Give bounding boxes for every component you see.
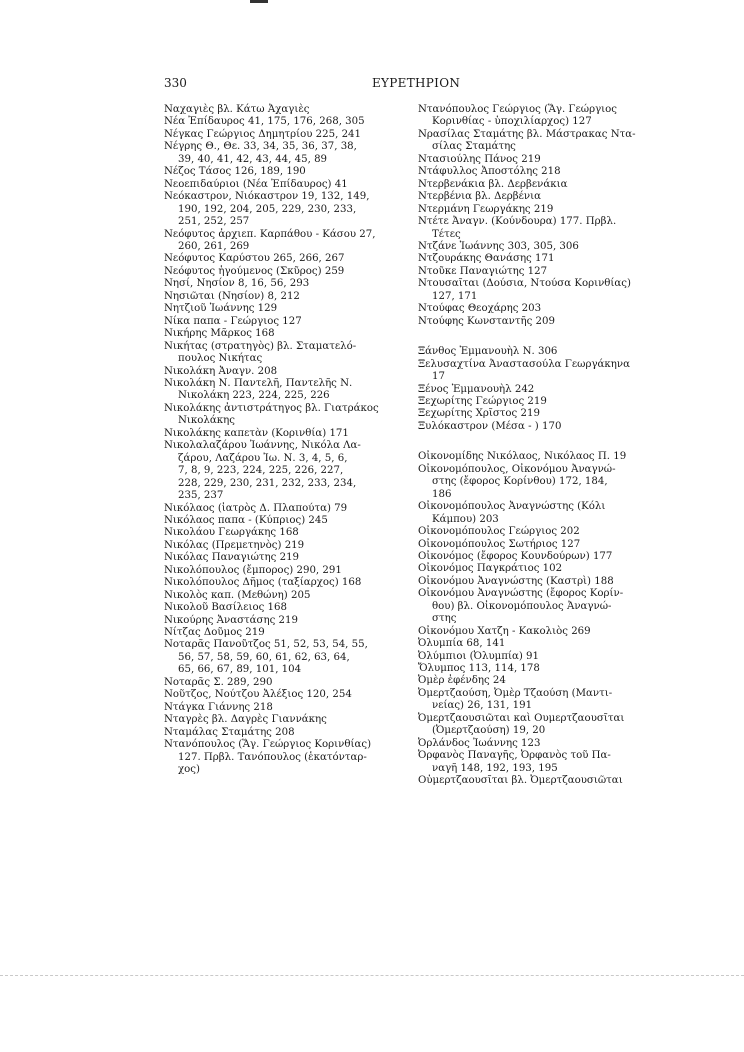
index-entry-line: Νικόλας (Πρεμετηνὸς) 219 [164, 539, 305, 551]
index-column-left [164, 104, 426, 776]
index-entry-line: ζάρου, Λαζάρου Ἰω. Ν. 3, 4, 5, 6, [178, 452, 348, 464]
index-entry-line: θου) βλ. Οἰκονομόπουλος Ἀναγνώ- [432, 600, 612, 612]
index-entry-line: Ντανόπουλος Γεώργιος (Ἅγ. Γεώργιος [418, 104, 617, 115]
index-entry-line: Ξυλόκαστρον (Μέσα - ) 170 [418, 420, 562, 432]
index-entry [164, 627, 426, 639]
index-entry [418, 241, 676, 253]
index-entry-line: Νικήρης Μᾶρκος 168 [164, 328, 275, 340]
index-entry-line: Ντάγκα Γιάννης 218 [164, 701, 273, 713]
index-entry-line: Ντοῦκε Παναγιώτης 127 [418, 265, 548, 277]
index-entry-line: Νικήτας (στρατηγὸς) βλ. Σταματελό- [164, 340, 357, 352]
index-entry-line: Ντανόπουλος (Ἅγ. Γεώργιος Κορινθίας) [164, 739, 372, 751]
index-entry-line: Νησιῶται (Νησίον) 8, 212 [164, 290, 300, 302]
index-entry-line: Οἰκονόμος (ἔφορος Κουνδούρων) 177 [418, 550, 613, 562]
index-entry [164, 565, 426, 577]
index-entry [418, 166, 676, 178]
scan-mark [250, 0, 268, 3]
index-entry-line: Νικόλαος (ἰατρὸς Δ. Πλαπούτα) 79 [164, 502, 348, 514]
index-entry-line: Ὀρλάνδος Ἰωάννης 123 [418, 737, 541, 749]
index-entry-line: Ντέτε Ἀναγν. (Κούνδουρα) 177. Πρβλ. [418, 216, 617, 228]
index-entry-line: Ντζάνε Ἰωάννης 303, 305, 306 [418, 240, 579, 252]
index-entry-line: Νεοεπιδαύριοι (Νέα Ἐπίδαυρος) 41 [164, 178, 348, 190]
index-entry [164, 727, 426, 739]
index-entry-line: Ξάνθος Ἐμμανουὴλ Ν. 306 [418, 346, 558, 358]
index-entry [418, 179, 676, 191]
index-entry-line: Νεόκαστρον, Νιόκαστρον 19, 132, 149, [164, 191, 370, 203]
index-entry-line: Νικόλας Παναγιώτης 219 [164, 552, 300, 564]
index-entry-line: Νταγρὲς βλ. Δαγρὲς Γιαννάκης [164, 714, 327, 726]
index-entry [164, 104, 426, 116]
index-entry [164, 577, 426, 589]
index-entry [164, 191, 426, 228]
index-entry [418, 526, 676, 538]
index-entry [418, 408, 676, 420]
index-entry-line: Ὀμερτζαουσιῶται καὶ Ουμερτζαουσῖται [418, 712, 625, 724]
index-entry-line: Ντουσαῖται (Δούσια, Ντούσα Κορινθίας) [418, 278, 631, 290]
running-head: ΕΥΡΕΤΗΡΙΟΝ [372, 76, 461, 90]
index-entry-line: Ντερβένια βλ. Δερβένια [418, 191, 541, 203]
index-entry [418, 278, 676, 303]
index-entry-line: 56, 57, 58, 59, 60, 61, 62, 63, 64, [178, 651, 350, 663]
index-entry-line: Νικούρης Ἀναστάσης 219 [164, 614, 298, 626]
page-number: 330 [164, 76, 187, 90]
index-entry [418, 539, 676, 551]
index-entry [418, 154, 676, 166]
index-entry [418, 129, 676, 154]
index-entry-line: Οἰκονομίδης Νικόλαος, Νικόλαος Π. 19 [418, 451, 627, 463]
index-entry-line: 17 [432, 371, 445, 383]
index-entry-line: σίλας Σταμάτης [432, 141, 516, 153]
index-entry-line: Νικολὸς καπ. (Μεθώνη) 205 [164, 589, 311, 601]
index-entry-line: Ὀμερτζαούση, Ὀμὲρ Τζαούση (Μαντι- [418, 687, 613, 699]
scan-artifact-line [0, 975, 744, 977]
index-entry-line: Οἰκονόμος Παγκράτιος 102 [418, 563, 563, 575]
index-entry [418, 104, 676, 129]
index-entry-line: Νοταρᾶς Πανοῦτζος 51, 52, 53, 54, 55, [164, 639, 368, 651]
index-entry-line: Οἰκονόμου Ἀναγνώστης (Καστρὶ) 188 [418, 575, 614, 587]
index-entry-line: Ξεχωρίτης Χρῖστος 219 [418, 408, 540, 420]
index-entry [418, 688, 676, 713]
index-entry [164, 378, 426, 403]
index-entry-line: Νικολοῦ Βασίλειος 168 [164, 602, 287, 614]
index-entry [418, 464, 676, 501]
index-entry-line: (Ὀμερτζαούση) 19, 20 [432, 725, 546, 737]
index-entry-line: Νικόλαος παπα - (Κύπριος) 245 [164, 514, 328, 526]
index-entry-line: Κορινθίας - ὑποχιλίαρχος) 127 [432, 116, 592, 128]
index-entry-line: Ὀρφανὸς Παναγῆς, Ὀρφανὸς τοῦ Πα- [418, 750, 611, 762]
index-entry-line: Νταμάλας Σταμάτης 208 [164, 726, 295, 738]
index-entry [164, 540, 426, 552]
index-entry [164, 166, 426, 178]
index-entry-line: Νίκα παπα - Γεώργιος 127 [164, 315, 302, 327]
index-entry-line: Ντούφας Θεοχάρης 203 [418, 303, 542, 315]
index-entry-line: Οἰκονομόπουλος Σωτήριος 127 [418, 538, 581, 550]
index-entry [418, 663, 676, 675]
index-entry-line: Νεόφυτος Καρύστου 265, 266, 267 [164, 253, 345, 265]
index-entry [418, 451, 676, 463]
index-entry-line: Νοῦτζος, Νούτζου Ἀλέξιος 120, 254 [164, 689, 352, 701]
index-entry-line: νείας) 26, 131, 191 [432, 700, 533, 712]
index-entry-line: Νεόφυτος ἀρχιεπ. Καρπάθου - Κάσου 27, [164, 228, 376, 240]
index-entry-line: Ὄλυμπος 113, 114, 178 [418, 663, 540, 675]
index-entry-line: Νικολαλαζάρου Ἰωάννης, Νικόλα Λα- [164, 440, 361, 452]
index-entry-line: 127, 171 [432, 290, 478, 302]
index-entry-line: Νέα Ἐπίδαυρος 41, 175, 176, 268, 305 [164, 116, 365, 128]
index-entry-line: Νεόφυτος ἡγούμενος (Σκῦρος) 259 [164, 265, 345, 277]
index-entry-line: Οἰκονομόπουλος Γεώργιος 202 [418, 526, 580, 538]
index-entry [164, 428, 426, 440]
index-entry [418, 253, 676, 265]
index-entry-line: Νίτζας Δοῦμος 219 [164, 627, 265, 639]
index-entry-line: Ντούφης Κωνσταντῆς 209 [418, 315, 555, 327]
index-entry-line: 251, 252, 257 [178, 216, 250, 228]
index-entry-line: 190, 192, 204, 205, 229, 230, 233, [178, 203, 357, 215]
index-entry-line: Νικολάκη 223, 224, 225, 226 [178, 390, 330, 402]
index-entry-line: Νησί, Νησίον 8, 16, 56, 293 [164, 278, 310, 290]
index-entry [164, 141, 426, 166]
index-entry [164, 527, 426, 539]
index-entry [418, 204, 676, 216]
index-entry-line: Νητζιοῦ Ἰωάννης 129 [164, 303, 278, 315]
index-entry-line: Νέζος Τάσος 126, 189, 190 [164, 166, 306, 178]
index-entry [164, 253, 426, 265]
index-column-right [418, 104, 676, 788]
index-entry-line: Νικολάκης ἀντιστράτηγος βλ. Γιατράκος [164, 402, 379, 414]
index-entry [164, 129, 426, 141]
index-entry [164, 503, 426, 515]
index-entry-line: στης (ἔφορος Κορίνθου) 172, 184, [432, 476, 608, 488]
index-entry-line: Ντερμάνη Γεωργάκης 219 [418, 203, 554, 215]
index-entry [164, 590, 426, 602]
index-entry-line: χος) [178, 764, 200, 776]
index-entry-line: 39, 40, 41, 42, 43, 44, 45, 89 [178, 153, 328, 165]
index-entry [418, 384, 676, 396]
index-entry [164, 702, 426, 714]
index-entry-line: Νικολόπουλος (ἔμπορος) 290, 291 [164, 564, 342, 576]
index-entry-line: Οἰκονομόπουλος, Οἰκονόμου Ἀναγνώ- [418, 463, 616, 475]
index-entry-line: Οἰκονόμου Ἀναγνώστης (ἔφορος Κορίν- [418, 588, 624, 600]
index-entry [164, 278, 426, 290]
index-entry [164, 303, 426, 315]
index-entry [164, 291, 426, 303]
index-entry [164, 552, 426, 564]
index-entry-line: Νικολόπουλος Δῆμος (ταξίαρχος) 168 [164, 577, 362, 589]
index-entry-line: Νικολάκη Ν. Παντελῆ, Παντελῆς Ν. [164, 377, 353, 389]
index-entry-line: Οὐμερτζαουσῖται βλ. Ὀμερτζαουσιῶται [418, 775, 623, 787]
index-entry-line: Νρασίλας Σταμάτης βλ. Μάστρακας Ντα- [418, 128, 636, 140]
index-entry-line: στης [432, 613, 457, 625]
index-entry-line: Οἰκονόμου Χατζη - Κακολιὸς 269 [418, 625, 591, 637]
index-entry-line: 7, 8, 9, 223, 224, 225, 226, 227, [178, 465, 344, 477]
index-entry [164, 229, 426, 254]
index-entry-line: Νοταρᾶς Σ. 289, 290 [164, 676, 273, 688]
index-entry [164, 266, 426, 278]
index-entry [164, 316, 426, 328]
index-entry [418, 750, 676, 775]
index-entry-line: 127. Πρβλ. Τανόπουλος (ἑκατόνταρ- [178, 751, 367, 763]
index-entry [418, 216, 676, 241]
index-entry [164, 739, 426, 776]
index-entry-line: Νέγκας Γεώργιος Δημητρίου 225, 241 [164, 128, 362, 140]
index-entry [418, 501, 676, 526]
index-entry-line: πουλος Νικήτας [178, 353, 263, 365]
index-entry-line: Ντζουράκης Θανάσης 171 [418, 253, 555, 265]
index-entry [418, 266, 676, 278]
index-entry [164, 602, 426, 614]
index-entry-line: Νικολάου Γεωργάκης 168 [164, 527, 299, 539]
index-entry [418, 563, 676, 575]
index-entry-line: Νικολάκης καπετὰν (Κορινθία) 171 [164, 427, 349, 439]
index-entry-line: Κάμπου) 203 [432, 513, 499, 525]
index-entry-line: 65, 66, 67, 89, 101, 104 [178, 664, 302, 676]
index-entry-line: 260, 261, 269 [178, 240, 250, 252]
index-entry [164, 615, 426, 627]
index-entry [418, 359, 676, 384]
index-entry-line: Ὀλυμπία 68, 141 [418, 638, 506, 650]
index-entry [418, 638, 676, 650]
index-entry-line: Ξεχωρίτης Γεώργιος 219 [418, 395, 547, 407]
index-entry [418, 396, 676, 408]
index-entry [418, 191, 676, 203]
index-entry [164, 714, 426, 726]
index-entry-line: Ντάφυλλος Ἀποστόλης 218 [418, 166, 561, 178]
index-entry [418, 651, 676, 663]
index-entry [164, 689, 426, 701]
index-entry-line: 186 [432, 488, 452, 500]
index-entry [418, 576, 676, 588]
index-entry-line: Ξελυσαχτίνα Ἀναστασούλα Γεωργάκηνα [418, 358, 630, 370]
index-entry-line: Ντασιούλης Πάνος 219 [418, 153, 541, 165]
index-entry-line: ναγῆ 148, 192, 193, 195 [432, 762, 558, 774]
index-entry [164, 677, 426, 689]
index-entry [164, 515, 426, 527]
index-entry [164, 116, 426, 128]
index-entry [418, 303, 676, 315]
index-entry-line: Τέτες [432, 228, 461, 240]
index-entry-line: 235, 237 [178, 490, 224, 502]
index-entry [418, 626, 676, 638]
index-entry-line: Οἰκονομόπουλος Ἀναγνώστης (Κόλι [418, 501, 606, 513]
index-entry-line: 228, 229, 230, 231, 232, 233, 234, [178, 477, 357, 489]
index-entry [164, 366, 426, 378]
index-entry [418, 675, 676, 687]
index-entry [418, 588, 676, 625]
index-entry [418, 775, 676, 787]
index-entry [164, 440, 426, 502]
index-entry-line: Ντερβενάκια βλ. Δερβενάκια [418, 178, 568, 190]
index-entry [418, 346, 676, 358]
index-entry-line: Ξένος Ἐμμανουὴλ 242 [418, 383, 535, 395]
index-entry-line: Νικολάκης [178, 415, 235, 427]
index-entry [164, 403, 426, 428]
index-entry-line: Νικολάκη Ἀναγν. 208 [164, 365, 278, 377]
index-entry [164, 328, 426, 340]
index-entry-line: Ναχαγιὲς βλ. Κάτω Ἀχαγιὲς [164, 104, 310, 115]
index-entry-line: Ὀμὲρ ἐφένδης 24 [418, 675, 506, 687]
index-entry [418, 713, 676, 738]
index-entry [164, 639, 426, 676]
index-entry [164, 341, 426, 366]
index-entry-line: Νέγρης Θ., Θε. 33, 34, 35, 36, 37, 38, [164, 141, 357, 153]
index-entry [418, 421, 676, 433]
index-entry [418, 738, 676, 750]
index-entry [418, 551, 676, 563]
index-entry [164, 179, 426, 191]
index-entry-line: Ὀλύμπιοι (Ὀλυμπία) 91 [418, 650, 540, 662]
index-entry [418, 316, 676, 328]
